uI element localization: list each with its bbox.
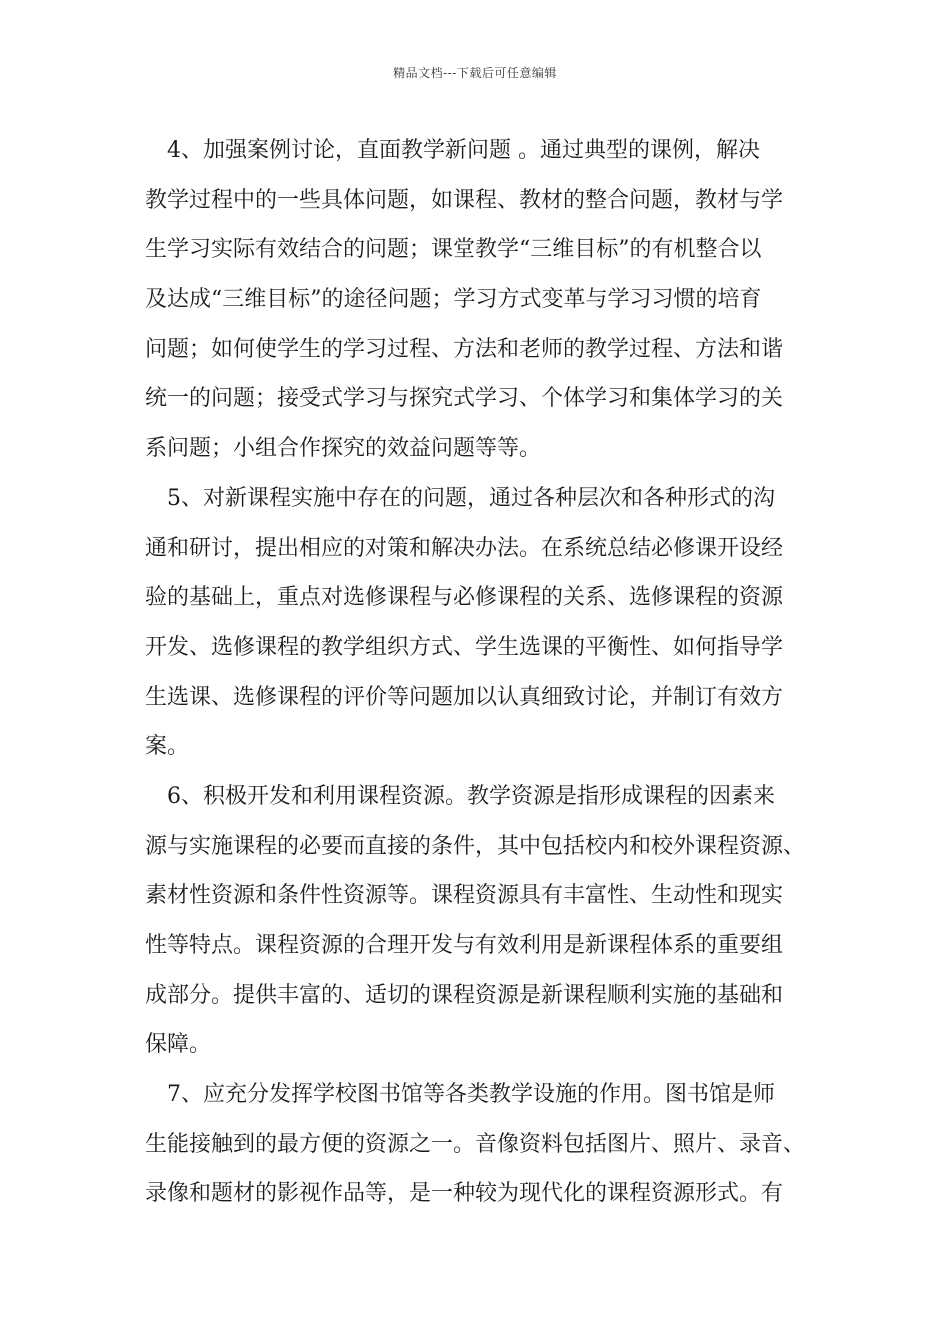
text-line: 录像和题材的影视作品等，是一种较为现代化的课程资源形式。有: [145, 1181, 784, 1207]
paragraph-6: [145, 772, 810, 1070]
text-line: 问题；如何使学生的学习过程、方法和老师的教学过程、方法和谐: [145, 336, 784, 362]
text-line: 及达成“三维目标”的途径问题；学习方式变革与学习习惯的培育: [145, 287, 762, 313]
text-line: 验的基础上，重点对选修课程与必修课程的关系、选修课程的资源: [145, 585, 784, 611]
text-line: 开发、选修课程的教学组织方式、学生选课的平衡性、如何指导学: [145, 634, 784, 660]
text-line: 生学习实际有效结合的问题；课堂教学“三维目标”的有机整合以: [145, 237, 762, 263]
text-line: 系问题；小组合作探究的效益问题等等。: [145, 436, 542, 462]
text-line: 源与实施课程的必要而直接的条件，其中包括校内和校外课程资源、: [145, 833, 806, 859]
text-line: 素材性资源和条件性资源等。课程资源具有丰富性、生动性和现实: [145, 883, 784, 909]
paragraph-5: [145, 474, 810, 772]
page-header: 精品文档---下载后可任意编辑: [393, 66, 557, 80]
text-line: 教学过程中的一些具体问题，如课程、教材的整合问题，教材与学: [145, 187, 784, 213]
text-line: 性等特点。课程资源的合理开发与有效利用是新课程体系的重要组: [145, 933, 784, 958]
text-line: 案。: [145, 734, 190, 760]
paragraph-7: [145, 1070, 810, 1219]
text-line: 6、积极开发和利用课程资源。教学资源是指形成课程的因素来: [167, 783, 775, 809]
text-line: 4、加强案例讨论，直面教学新问题 。通过典型的课例，解决: [167, 138, 760, 163]
document-body: [145, 126, 810, 1219]
text-line: 通和研讨，提出相应的对策和解决办法。在系统总结必修课开设经: [145, 535, 784, 561]
text-line: 5、对新课程实施中存在的问题，通过各种层次和各种形式的沟: [167, 485, 775, 511]
text-line: 保障。: [145, 1032, 212, 1058]
text-line: 生能接触到的最方便的资源之一。音像资料包括图片、照片、录音、: [145, 1131, 806, 1157]
text-line: 成部分。提供丰富的、适切的课程资源是新课程顺利实施的基础和: [145, 982, 784, 1008]
paragraph-4: [145, 126, 810, 474]
text-line: 生选课、选修课程的评价等问题加以认真细致讨论，并制订有效方: [145, 684, 784, 710]
text-line: 统一的问题；接受式学习与探究式学习、个体学习和集体学习的关: [145, 386, 784, 412]
text-line: 7、应充分发挥学校图书馆等各类教学设施的作用。图书馆是师: [167, 1082, 775, 1108]
